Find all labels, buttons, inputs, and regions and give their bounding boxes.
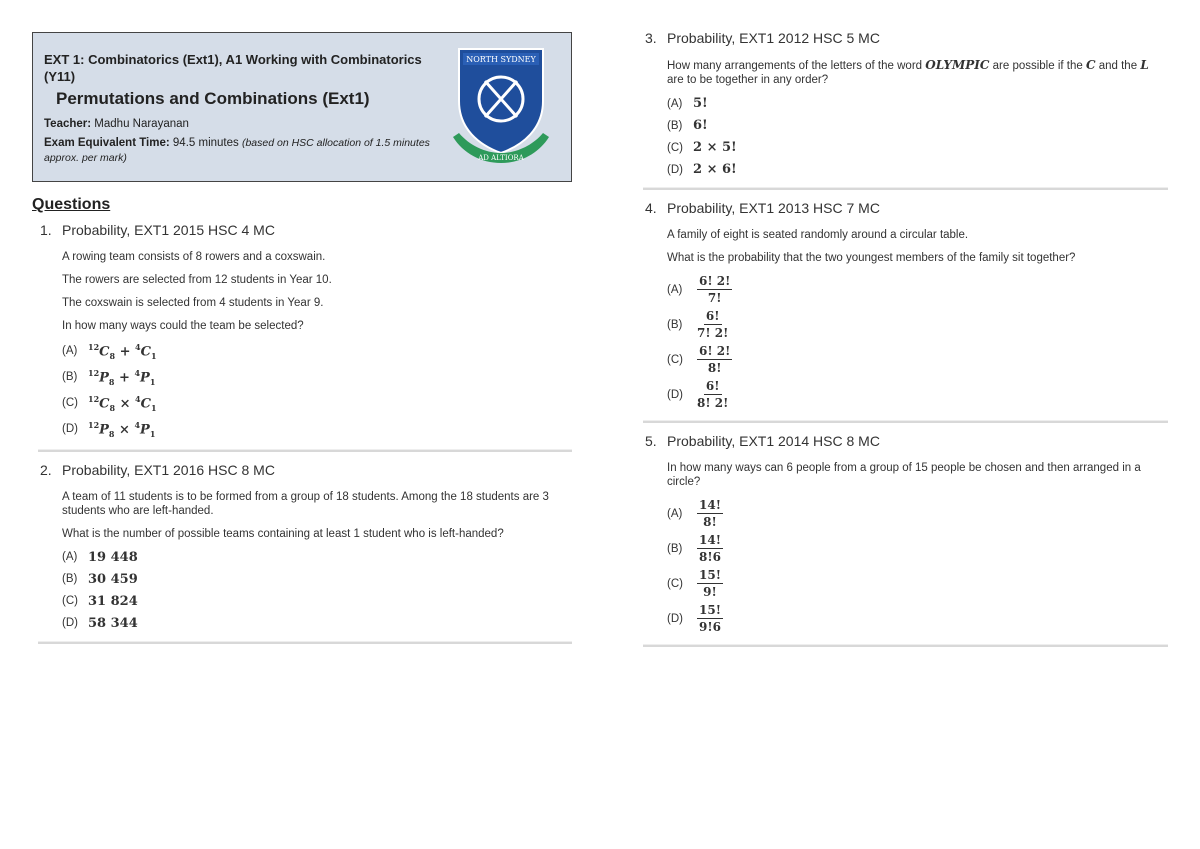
question-title[interactable] bbox=[40, 222, 572, 238]
left-column bbox=[32, 0, 572, 654]
question-text: A team of 11 students is to be formed from a group of 18 students. Among the 18 students are 3 students who are left-handed. bbox=[62, 490, 549, 517]
answer-option[interactable] bbox=[667, 568, 1168, 599]
option-label: (C) bbox=[62, 397, 78, 410]
teacher-line bbox=[44, 117, 434, 132]
option-expression: $^{12}P_8 \times ^4P_1$ bbox=[88, 419, 156, 439]
question-title-text: Probability, EXT1 2015 HSC 4 MC bbox=[62, 222, 275, 238]
exam-time-line bbox=[44, 136, 434, 166]
question-text: What is the probability that the two youngest members of the family sit together? bbox=[667, 252, 1076, 264]
option-value: 5! bbox=[693, 96, 708, 111]
answer-option[interactable] bbox=[62, 616, 572, 631]
question-body bbox=[62, 490, 572, 631]
question-body bbox=[62, 250, 572, 439]
question-text: The coxswain is selected from 4 students in Year 9. bbox=[62, 297, 324, 309]
option-fraction: $\frac{6! 2!}{8!}$ bbox=[699, 344, 731, 375]
svg-text:AD ALTIORA: AD ALTIORA bbox=[478, 154, 524, 162]
question-divider bbox=[643, 420, 1168, 423]
option-fraction: $\frac{6!}{8! 2!}$ bbox=[697, 379, 729, 410]
option-fraction: $\frac{15!}{9!6}$ bbox=[699, 603, 721, 634]
answer-option[interactable] bbox=[667, 344, 1168, 375]
answer-option[interactable] bbox=[667, 162, 1168, 177]
question-divider bbox=[643, 644, 1168, 647]
school-crest-logo bbox=[451, 41, 551, 166]
question-number: 4. bbox=[645, 200, 657, 216]
option-fraction: $\frac{6! 2!}{7!}$ bbox=[699, 274, 731, 305]
option-value: 19 448 bbox=[88, 549, 138, 565]
answer-option[interactable] bbox=[667, 603, 1168, 634]
option-label: (D) bbox=[667, 388, 683, 401]
question-title-text: Probability, EXT1 2016 HSC 8 MC bbox=[62, 461, 275, 478]
answer-option[interactable] bbox=[62, 420, 572, 439]
question-divider bbox=[38, 449, 572, 452]
answer-option[interactable] bbox=[667, 309, 1168, 340]
option-value: 2 × 6! bbox=[693, 162, 737, 177]
option-value: 2 × 5! bbox=[693, 140, 737, 155]
answer-option[interactable] bbox=[62, 394, 572, 413]
option-label: (C) bbox=[667, 353, 683, 366]
option-label: (D) bbox=[667, 612, 683, 625]
page-title: Permutations and Combinations (Ext1) bbox=[56, 89, 370, 108]
question-body bbox=[667, 228, 1168, 410]
option-label: (B) bbox=[62, 371, 78, 384]
question-5 bbox=[637, 433, 1168, 634]
option-label: (D) bbox=[62, 423, 78, 436]
option-fraction: $\frac{6!}{7! 2!}$ bbox=[697, 309, 729, 340]
option-label: (B) bbox=[667, 119, 683, 132]
question-title[interactable] bbox=[645, 433, 1168, 449]
option-label: (A) bbox=[62, 551, 78, 564]
question-title[interactable] bbox=[40, 462, 572, 478]
option-label: (A) bbox=[667, 97, 683, 110]
question-text: A family of eight is seated randomly around a circular table. bbox=[667, 229, 969, 241]
question-title-text: Probability, EXT1 2013 HSC 7 MC bbox=[667, 200, 880, 216]
option-value: 30 459 bbox=[88, 571, 138, 587]
question-text: In how many ways can 6 people from a group of 15 people be chosen and then arranged in a circle? bbox=[667, 462, 1141, 488]
option-label: (C) bbox=[667, 577, 683, 590]
question-number: 2. bbox=[40, 461, 52, 478]
question-divider bbox=[643, 187, 1168, 190]
course-title: EXT 1: Combinatorics (Ext1), A1 Working with Combinatorics (Y11) bbox=[44, 52, 422, 84]
option-expression: $^{12}C_8 \times ^4C_1$ bbox=[88, 393, 157, 413]
option-label: (C) bbox=[667, 141, 683, 154]
answer-option[interactable] bbox=[62, 550, 572, 565]
question-text: What is the number of possible teams containing at least 1 student who is left-handed? bbox=[62, 527, 504, 540]
answer-option[interactable] bbox=[62, 594, 572, 609]
option-fraction: $\frac{15!}{9!}$ bbox=[699, 568, 721, 599]
answer-option[interactable] bbox=[667, 118, 1168, 133]
option-value: 58 344 bbox=[88, 615, 138, 631]
right-column bbox=[637, 22, 1168, 657]
option-label: (A) bbox=[62, 345, 78, 358]
header-box bbox=[32, 32, 572, 182]
question-title[interactable] bbox=[645, 200, 1168, 216]
answer-option[interactable] bbox=[62, 368, 572, 387]
question-text: How many arrangements of the letters of the word OLYMPIC are possible if the C and the L are to be together in any order? bbox=[667, 58, 1149, 86]
option-value: 31 824 bbox=[88, 593, 138, 609]
question-title-text: Probability, EXT1 2012 HSC 5 MC bbox=[667, 30, 880, 46]
option-label: (C) bbox=[62, 595, 78, 608]
option-expression: $^{12}P_8 + ^4P_1$ bbox=[88, 367, 156, 387]
exam-time-note: (based on HSC allocation of 1.5 minutes approx. per mark) bbox=[44, 137, 430, 164]
option-label: (B) bbox=[667, 542, 683, 555]
answer-option[interactable] bbox=[667, 533, 1168, 564]
question-body bbox=[667, 461, 1168, 634]
option-label: (B) bbox=[62, 573, 78, 586]
exam-time-label: Exam Equivalent Time: bbox=[44, 137, 170, 149]
option-label: (D) bbox=[667, 163, 683, 176]
question-text: In how many ways could the team be selected? bbox=[62, 320, 304, 332]
question-1 bbox=[32, 222, 572, 439]
answer-option[interactable] bbox=[667, 379, 1168, 410]
teacher-label: Teacher: bbox=[44, 118, 92, 130]
option-label: (A) bbox=[667, 283, 683, 296]
answer-option[interactable] bbox=[62, 572, 572, 587]
question-title[interactable] bbox=[645, 30, 1168, 46]
question-text: The rowers are selected from 12 students in Year 10. bbox=[62, 274, 332, 286]
option-label: (A) bbox=[667, 507, 683, 520]
question-divider bbox=[38, 641, 572, 644]
teacher-name: Madhu Narayanan bbox=[94, 118, 189, 130]
question-number: 1. bbox=[40, 222, 52, 238]
question-text: A rowing team consists of 8 rowers and a coxswain. bbox=[62, 251, 326, 263]
question-number: 3. bbox=[645, 30, 657, 46]
svg-text:NORTH SYDNEY: NORTH SYDNEY bbox=[466, 55, 536, 64]
exam-time-value: 94.5 minutes bbox=[172, 137, 239, 149]
option-fraction: $\frac{14!}{8!}$ bbox=[699, 498, 721, 529]
option-label: (B) bbox=[667, 318, 683, 331]
word-olympic: OLYMPIC bbox=[925, 58, 990, 72]
option-label: (D) bbox=[62, 617, 78, 630]
question-4 bbox=[637, 200, 1168, 410]
question-title-text: Probability, EXT1 2014 HSC 8 MC bbox=[667, 433, 880, 449]
option-value: 6! bbox=[693, 118, 708, 133]
questions-heading: Questions bbox=[32, 196, 111, 213]
question-body bbox=[667, 58, 1168, 177]
question-2 bbox=[32, 462, 572, 631]
answer-option[interactable] bbox=[667, 274, 1168, 305]
answer-option[interactable] bbox=[667, 96, 1168, 111]
option-expression: $^{12}C_8 + ^4C_1$ bbox=[88, 342, 157, 361]
question-number: 5. bbox=[645, 433, 657, 449]
answer-option[interactable] bbox=[667, 140, 1168, 155]
answer-option[interactable] bbox=[667, 498, 1168, 529]
option-fraction: $\frac{14!}{8!6}$ bbox=[699, 533, 721, 564]
answer-option[interactable] bbox=[62, 342, 572, 361]
question-3 bbox=[637, 30, 1168, 177]
